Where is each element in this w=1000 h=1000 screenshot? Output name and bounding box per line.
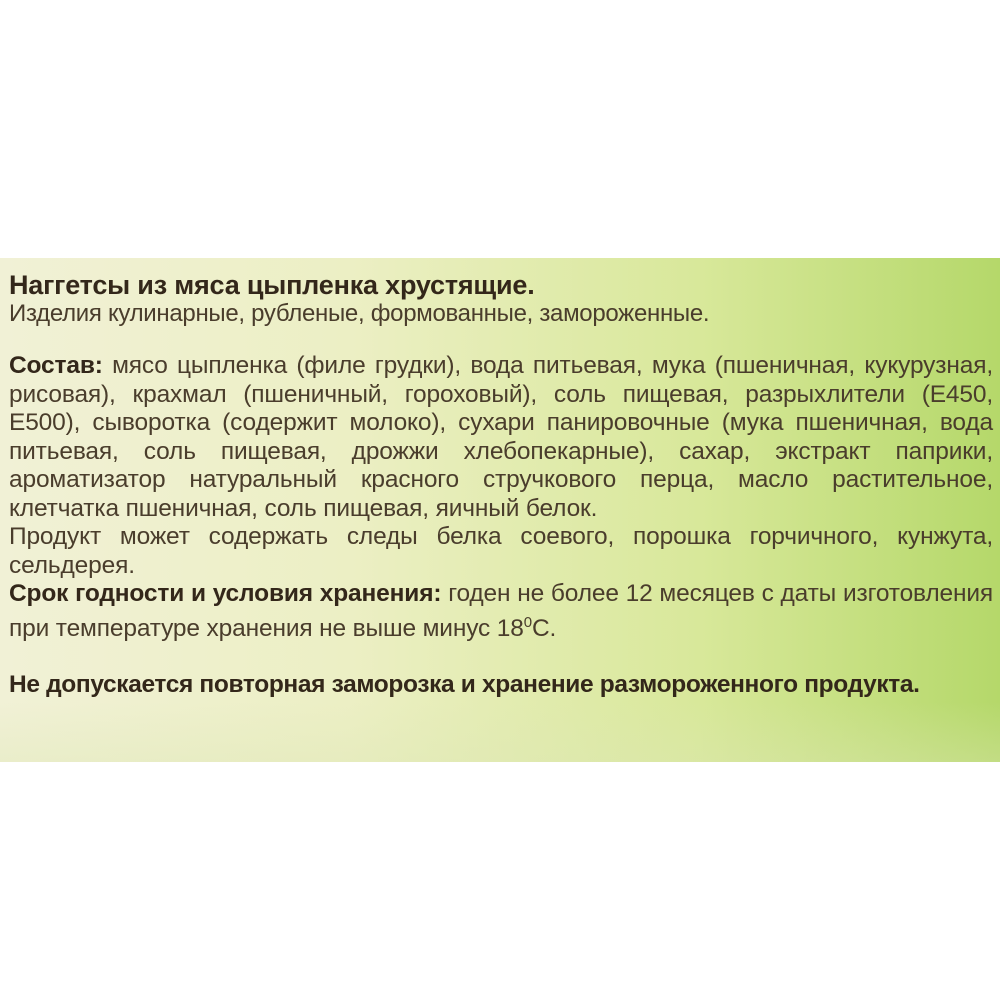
storage-label: Срок годности и условия хранения: bbox=[9, 580, 442, 607]
allergen-paragraph: Продукт может содержать следы белка соевого, порошка горчичного, кунжута, сельдерея. bbox=[9, 523, 993, 579]
composition-paragraph bbox=[9, 352, 993, 523]
composition-text: мясо цыпленка (филе грудки), вода питьевая, мука (пшеничная, кукурузная, рисовая), крахмал (пшеничный, гороховый), соль пищевая, разрыхлители (Е450, Е500), сыворотка (содержит молоко), сухари панировочные (мука пшеничная, вода питьевая, соль пищевая, дрожжи хлебопекарные), сахар, экстракт паприки, ароматизатор натуральный красного стручкового перца, масло растительное, клетчатка пшеничная, соль пищевая, яичный белок. bbox=[9, 352, 993, 522]
product-subtitle: Изделия кулинарные, рубленые, формованные, замороженные. bbox=[9, 300, 710, 327]
product-label-panel bbox=[0, 258, 1000, 762]
product-title: Наггетсы из мяса цыпленка хрустящие. bbox=[9, 270, 535, 300]
storage-unit: С. bbox=[531, 614, 557, 642]
storage-paragraph bbox=[9, 580, 993, 643]
storage-degree: 0 bbox=[523, 613, 532, 631]
label-text-block bbox=[9, 270, 993, 699]
composition-label: Состав: bbox=[9, 352, 103, 379]
warning-text: Не допускается повторная заморозка и хранение размороженного продукта. bbox=[9, 671, 920, 698]
storage-text: годен не более 12 месяцев с даты изготовления при температуре хранения не выше минус 18 bbox=[9, 580, 994, 642]
